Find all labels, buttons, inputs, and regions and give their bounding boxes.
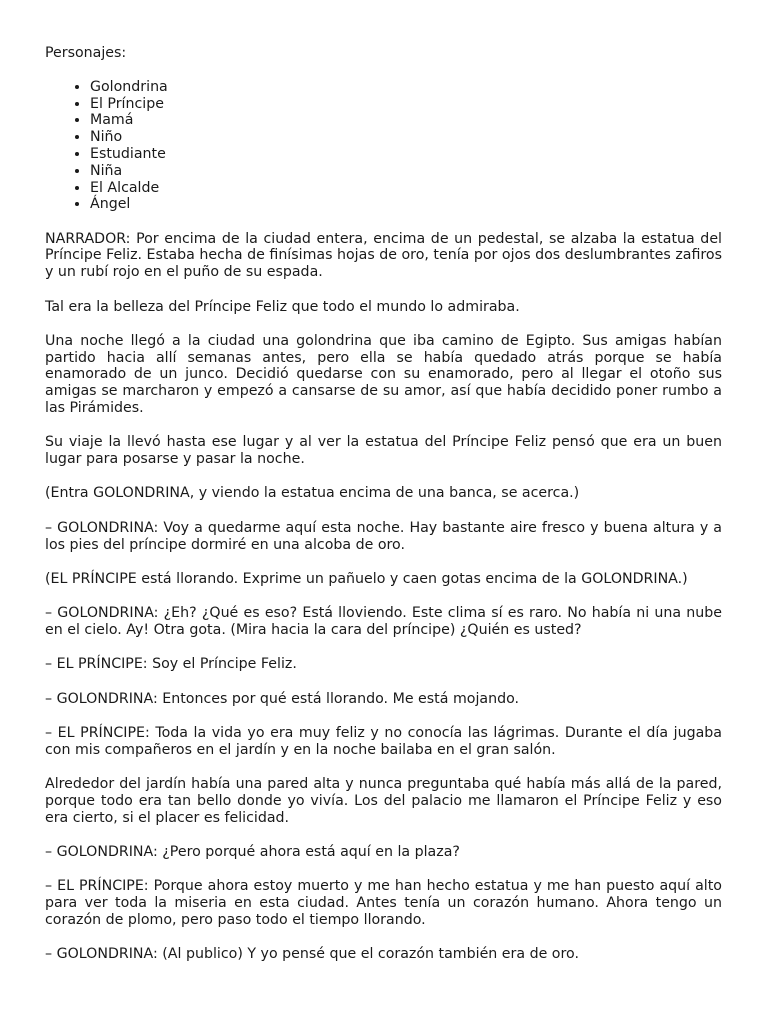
cast-list: [45, 79, 722, 213]
dialogue-continuation: Alrededor del jardín había una pared alta y nunca preguntaba qué había más allá de la pared, porque todo era tan bello donde yo vivía. Los del palacio me llamaron el Príncipe Feliz y eso era cierto, si el placer es felicidad.: [45, 775, 722, 826]
cast-item: • Niña: [90, 163, 722, 180]
cast-item: • El Alcalde: [90, 180, 722, 197]
dialogue-line: – EL PRÍNCIPE: Toda la vida yo era muy feliz y no conocía las lágrimas. Durante el día jugaba con mis compañeros en el jardín y en la noche bailaba en el gran salón.: [45, 724, 722, 758]
dialogue-line: – GOLONDRINA: Entonces por qué está llorando. Me está mojando.: [45, 690, 520, 707]
dialogue-line: – GOLONDRINA: (Al publico) Y yo pensé que el corazón también era de oro.: [45, 945, 579, 962]
cast-item: • Golondrina: [90, 79, 722, 96]
dialogue-line: – EL PRÍNCIPE: Soy el Príncipe Feliz.: [45, 656, 297, 673]
cast-item: • Ángel: [90, 196, 722, 213]
cast-item: • Estudiante: [90, 146, 722, 163]
cast-item: • El Príncipe: [90, 96, 722, 113]
dialogue-line: – GOLONDRINA: ¿Pero porqué ahora está aquí en la plaza?: [45, 843, 460, 860]
narrator-paragraph: NARRADOR: Por encima de la ciudad entera, encima de un pedestal, se alzaba la estatua del Príncipe Feliz. Estaba hecha de finísimas hojas de oro, tenía por ojos dos deslumbrantes zafiros y un rubí rojo en el puño de su espada.: [45, 230, 722, 281]
cast-heading: Personajes:: [45, 45, 127, 61]
cast-item: • Mamá: [90, 112, 722, 129]
document-page: [45, 45, 722, 980]
narration-paragraph: Una noche llegó a la ciudad una golondrina que iba camino de Egipto. Sus amigas habían partido hacia allí semanas antes, pero ella se había quedado atrás porque se había enamorado de un junco. Decidió quedarse con su enamorado, pero al llegar el otoño sus amigas se marcharon y empezó a cansarse de su amor, así que había decidido poner rumbo a las Pirámides.: [45, 332, 722, 417]
dialogue-line: – EL PRÍNCIPE: Porque ahora estoy muerto y me han hecho estatua y me han puesto aquí alto para ver toda la miseria en esta ciudad. Antes tenía un corazón humano. Ahora tengo un corazón de plomo, pero paso todo el tiempo llorando.: [45, 878, 722, 928]
dialogue-line: – GOLONDRINA: ¿Eh? ¿Qué es eso? Está lloviendo. Este clima sí es raro. No había ni una nube en el cielo. Ay! Otra gota. (Mira hacia la cara del príncipe) ¿Quién es usted?: [45, 605, 722, 638]
narration-paragraph: Su viaje la llevó hasta ese lugar y al ver la estatua del Príncipe Feliz pensó que era un buen lugar para posarse y pasar la noche.: [45, 434, 722, 468]
stage-direction: (EL PRÍNCIPE está llorando. Exprime un pañuelo y caen gotas encima de la GOLONDRINA.): [45, 570, 688, 587]
cast-item: • Niño: [90, 129, 722, 146]
dialogue-line: – GOLONDRINA: Voy a quedarme aquí esta noche. Hay bastante aire fresco y buena altura y a los pies del príncipe dormiré en una alcoba de oro.: [45, 519, 722, 553]
stage-direction: (Entra GOLONDRINA, y viendo la estatua encima de una banca, se acerca.): [45, 485, 580, 502]
narration-paragraph: Tal era la belleza del Príncipe Feliz que todo el mundo lo admiraba.: [45, 298, 520, 315]
